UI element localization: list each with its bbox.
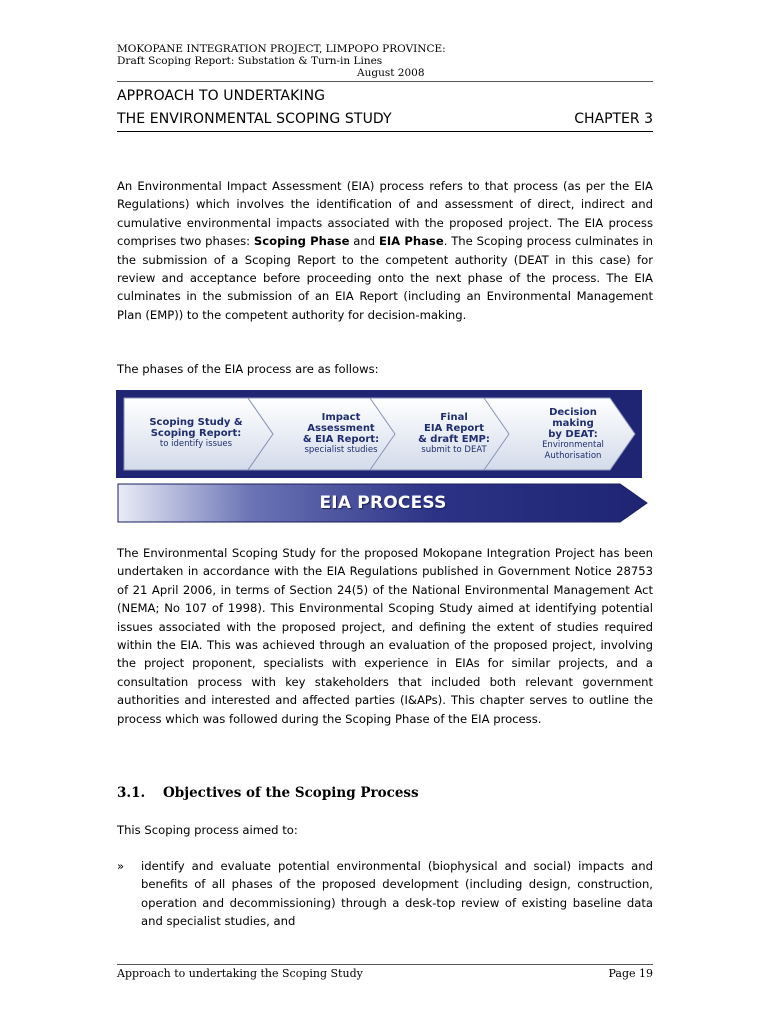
title-rule: [117, 131, 653, 132]
phases-intro: The phases of the EIA process are as follows:: [117, 362, 379, 376]
stage-2-label: Impact Assessment & EIA Report: specialist studies: [302, 412, 380, 455]
chapter-title-line2: THE ENVIRONMENTAL SCOPING STUDY: [117, 111, 392, 127]
header-report-line: Draft Scoping Report: Substation & Turn-in Lines: [117, 55, 383, 67]
stage-1-label: Scoping Study & Scoping Report: to identify issues: [149, 417, 243, 449]
aims-intro: This Scoping process aimed to:: [117, 823, 298, 837]
scoping-phase-term: Scoping Phase: [253, 234, 350, 249]
bullet-item: identify and evaluate potential environmental (biophysical and social) impacts and benefits of all phases of the proposed development (including design, construction, operation and decommissioning) through a desk-top review of existing baseline data and specialist studies, and: [141, 859, 653, 929]
footer-rule: [117, 964, 653, 965]
stage-4-label: Decision making by DEAT: Environmental Authorisation: [542, 407, 604, 461]
section-heading: [117, 784, 419, 802]
footer-section-title: Approach to undertaking the Scoping Study: [117, 967, 363, 980]
chapter-title-line1: APPROACH TO UNDERTAKING: [117, 88, 326, 104]
header-date: August 2008: [357, 67, 425, 79]
section-number: 3.1.: [117, 785, 146, 801]
section-title: Objectives of the Scoping Process: [163, 785, 419, 801]
eia-process-diagram: [116, 390, 650, 526]
eia-phase-term: EIA Phase: [378, 234, 444, 249]
intro-paragraph: An Environmental Impact Assessment (EIA) process refers to that process (as per the EIA Regulations) which involves the identification of and assessment of direct, indirect and cumulative environmental impacts associated with the proposed project. The EIA process comprises two phases: Scoping Phase and EIA Phase. The Scoping process culminates in the submission of a Scoping Report to the competent authority (DEAT in this case) for review and acceptance before proceeding onto the next phase of the process. The EIA culminates in the submission of an EIA Report (including an Environmental Management Plan (EMP)) to the competent authority for decision-making.: [117, 179, 654, 322]
header-rule: [117, 81, 653, 82]
page-number: Page 19: [608, 967, 653, 980]
chapter-number: CHAPTER 3: [574, 111, 653, 127]
study-paragraph: The Environmental Scoping Study for the proposed Mokopane Integration Project has been undertaken in accordance with the EIA Regulations published in Government Notice 28753 of 21 April 2006, in terms of Section 24(5) of the National Environmental Management Act (NEMA; No 107 of 1998). This Environmental Scoping Study aimed at identifying potential issues associated with the proposed project, and defining the extent of studies required within the EIA. This was achieved through an evaluation of the proposed project, involving the project proponent, specialists with experience in EIAs for similar projects, and a consultation process with key stakeholders that included both relevant government authorities and interested and affected parties (I&APs). This chapter serves to outline the process which was followed during the Scoping Phase of the EIA process.: [117, 546, 653, 726]
header-project-line: MOKOPANE INTEGRATION PROJECT, LIMPOPO PROVINCE:: [117, 43, 446, 55]
bullet-marker: »: [117, 859, 125, 873]
eia-process-banner-label: EIA PROCESS: [319, 493, 447, 513]
stage-3-label: Final EIA Report & draft EMP: submit to DEAT: [418, 412, 490, 455]
